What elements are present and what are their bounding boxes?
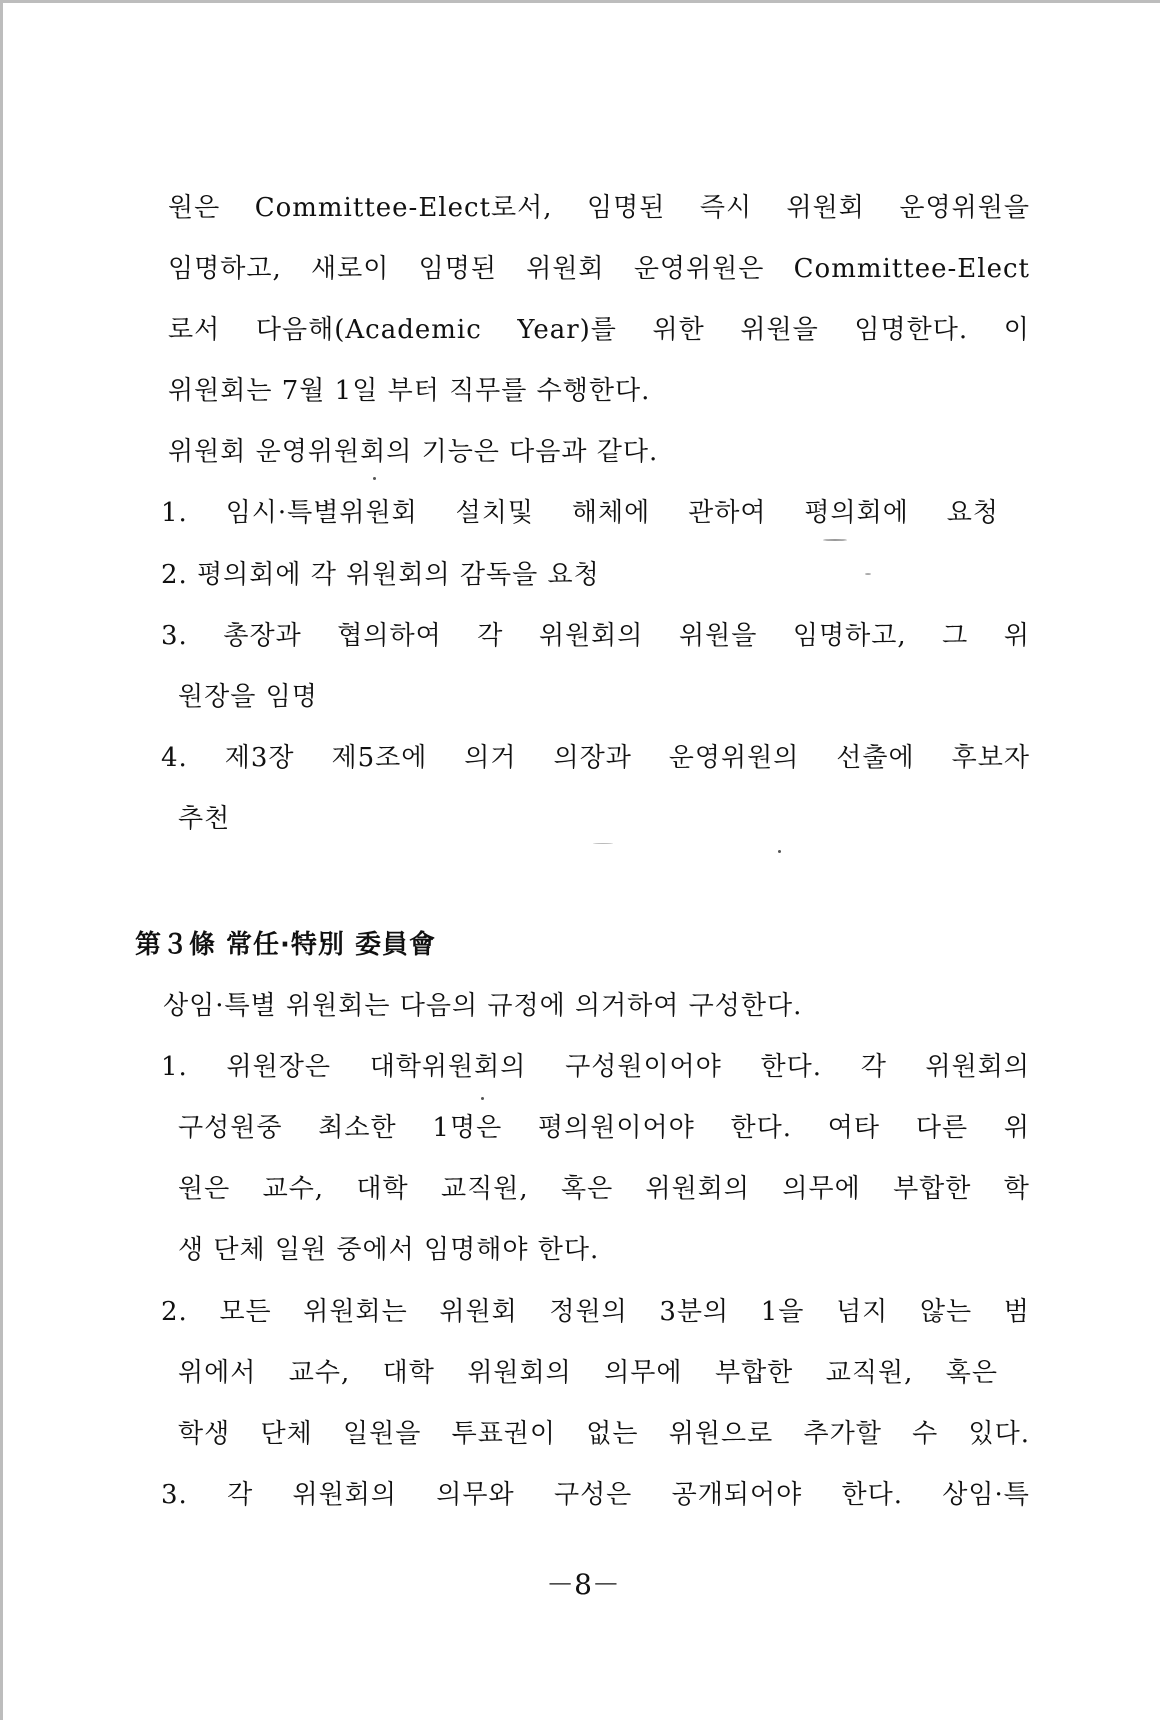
word: 위원회는 [303,1297,408,1327]
word: 위원회의 [538,621,644,651]
word: 각 [227,1480,254,1510]
scan-speck [823,539,847,541]
scan-speck [778,850,781,853]
word: 1. [161,498,188,528]
word: 혹은 [560,1174,614,1204]
word: 임시·특별위원회 [225,498,418,528]
word: 위원회 [786,193,865,223]
word: Year)를 [517,315,617,345]
word: 위에서 [178,1358,257,1388]
word: 학 [1003,1174,1030,1204]
word: 공개되어야 [671,1480,803,1510]
word: 의거 [464,743,517,773]
text-line [168,313,1030,347]
rule-1-line: 생 단체 일원 중에서 임명해야 한다. [178,1235,600,1265]
word: 임명한다. [854,315,969,345]
text-line [168,191,1030,225]
word: 운영위원의 [668,743,800,773]
word: 로서 [168,315,221,345]
word: 3. [161,1480,188,1510]
list-item-2: 2. 평의회에 각 위원회의 감독을 요청 [161,560,600,590]
word: 부합한 [714,1358,794,1388]
word: 대학 [382,1358,435,1388]
scan-speck [373,477,376,480]
word: 다음해(Academic [255,315,482,345]
word: 요청 [946,498,999,528]
word: 위원회의 [292,1480,397,1510]
word: 1을 [760,1297,805,1327]
word: 위원회의 [467,1358,572,1388]
word: 3. [161,621,188,651]
word: 위원을 [740,315,819,345]
word: 후보자 [951,743,1030,773]
word: 구성원중 [178,1113,283,1143]
list-item-4 [161,741,1030,775]
word: 제5조에 [331,743,428,773]
word: Committee-Elect로서, [254,193,553,223]
word: 있다. [968,1419,1030,1449]
functions-intro: 위원회 운영위원회의 기능은 다음과 같다. [168,437,659,467]
word: 위원을 [678,621,758,651]
page-number: －8－ [546,1568,620,1601]
rule-1-line [178,1111,1030,1145]
text-line [168,252,1030,286]
list-item-3 [161,619,1030,653]
word: 위원회 [439,1297,518,1327]
word: 3분의 [659,1297,730,1327]
rule-1-line [178,1172,1030,1206]
word: 범 [1003,1297,1030,1327]
word: 총장과 [223,621,302,651]
word: 위원회의 [925,1052,1030,1082]
word: 운영위원은 [633,254,765,284]
section-heading: 第３條 常任·特別 委員會 [135,930,436,960]
word: 위원회 [526,254,605,284]
list-item-4-continuation: 추천 [178,804,231,834]
word: 임명하고, [168,254,282,284]
word: 다른 [915,1113,969,1143]
word: 새로이 [310,254,390,284]
word: 대학위원회의 [369,1052,527,1082]
word: 단체 [260,1419,313,1449]
word: 즉시 [699,193,753,223]
list-item-3-continuation: 원장을 임명 [178,682,318,712]
word: 위원으로 [668,1419,774,1449]
rule-2-line [178,1356,998,1390]
word: 혹은 [945,1358,998,1388]
rule-2-line [161,1295,1030,1329]
word: 없는 [586,1419,639,1449]
word: 2. [161,1297,188,1327]
word: 운영위원을 [899,193,1030,223]
word: 4. [161,743,188,773]
word: 관하여 [688,498,767,528]
rule-1-line [161,1050,1030,1084]
word: 부합한 [893,1174,972,1204]
word: 원은 [168,193,221,223]
word: 의무에 [782,1174,861,1204]
word: 그 [942,621,969,651]
word: 위 [1003,621,1030,651]
word: 위한 [652,315,705,345]
word: 한다. [730,1113,792,1143]
word: 추가할 [803,1419,882,1449]
word: 평의원이어야 [538,1113,695,1143]
word: 1명은 [432,1113,503,1143]
word: 한다. [760,1052,822,1082]
word: 않는 [919,1297,973,1327]
word: 교직원, [825,1358,914,1388]
word: 임명된 [418,254,497,284]
word: 대학 [356,1174,409,1204]
word: 정원의 [549,1297,628,1327]
word: 평의회에 [804,498,909,528]
word: 교수, [262,1174,325,1204]
word: 넘지 [836,1297,889,1327]
word: 일원을 [342,1419,422,1449]
word: 수 [912,1419,939,1449]
word: 상임·특 [942,1480,1030,1510]
word: 1. [161,1052,188,1082]
scan-speck [593,843,613,844]
word: 한다. [841,1480,903,1510]
word: 투표권이 [451,1419,557,1449]
word: 각 [860,1052,887,1082]
word: 각 [477,621,504,651]
list-item-1 [161,496,999,530]
word: 임명하고, [792,621,907,651]
rule-3-line [161,1478,1030,1512]
word: 의무와 [436,1480,515,1510]
word: 해체에 [571,498,651,528]
word: 제3장 [224,743,295,773]
word: 임명된 [587,193,666,223]
word: 모든 [219,1297,272,1327]
word: 교직원, [441,1174,529,1204]
word: 구성은 [553,1480,633,1510]
word: 구성원이어야 [565,1052,722,1082]
scan-speck [481,1097,484,1100]
word: 학생 [178,1419,231,1449]
word: 설치및 [455,498,534,528]
word: Committee-Elect [793,254,1030,284]
word: 선출에 [836,743,915,773]
word: 여타 [827,1113,881,1143]
word: 의장과 [553,743,632,773]
word: 위원장은 [226,1052,331,1082]
word: 이 [1003,315,1030,345]
word: 위 [1003,1113,1030,1143]
word: 협의하여 [337,621,442,651]
word: 최소한 [318,1113,397,1143]
word: 교수, [288,1358,351,1388]
section-intro: 상임·특별 위원회는 다음의 규정에 의거하여 구성한다. [163,991,803,1021]
scan-speck [865,573,871,575]
word: 의무에 [604,1358,683,1388]
text-line: 위원회는 7월 1일 부터 직무를 수행한다. [168,376,651,406]
rule-2-line [178,1417,1030,1451]
word: 원은 [178,1174,231,1204]
word: 위원회의 [645,1174,751,1204]
